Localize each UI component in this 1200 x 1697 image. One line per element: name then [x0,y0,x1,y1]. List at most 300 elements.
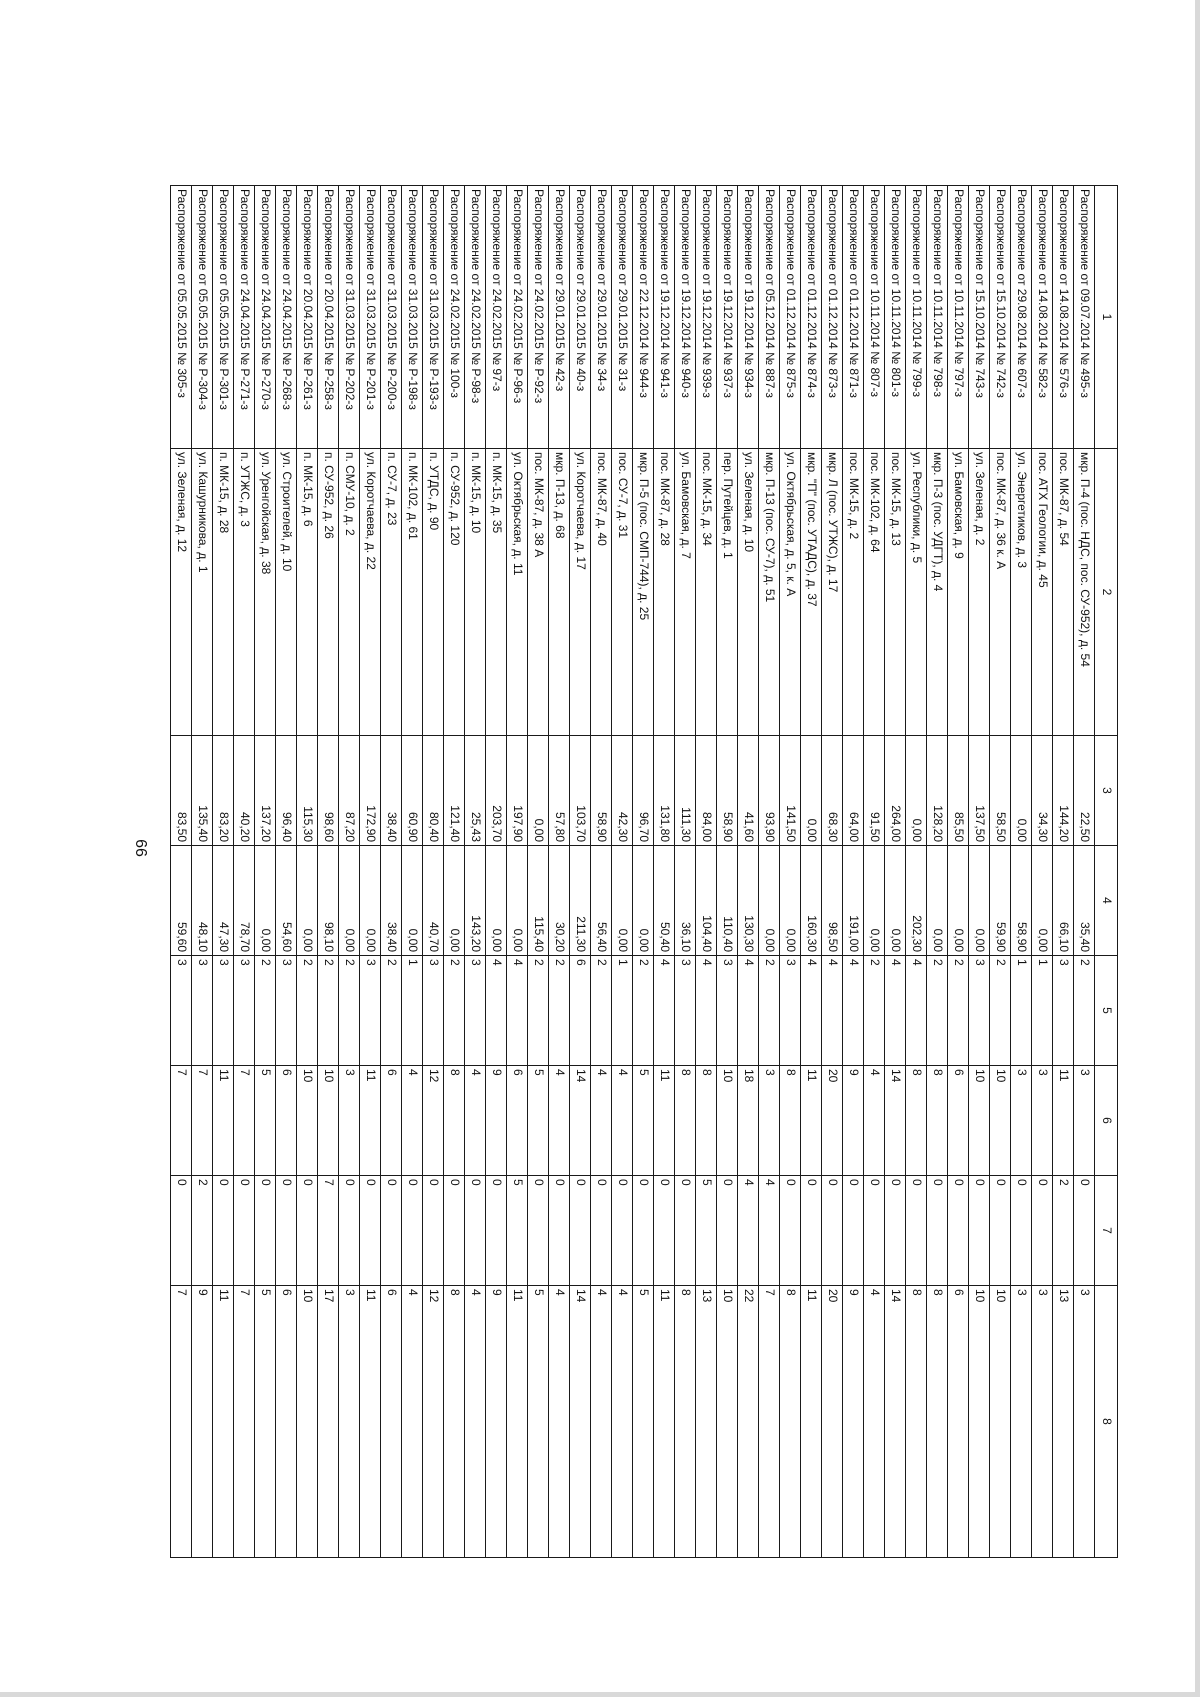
count-cell-5: 2 [528,956,549,1066]
value-cell-4: 59,90 [990,846,1011,956]
count-cell-5: 2 [339,956,360,1066]
order-cell: Распоряжение от 22.12.2014 № 944-з [633,186,654,449]
count-cell-6: 11 [801,1066,822,1176]
count-cell-6: 11 [360,1066,381,1176]
order-cell: Распоряжение от 24.02.2015 № 100-з [444,186,465,449]
table-row [843,186,864,1558]
total-cell-8: 9 [843,1286,864,1558]
value-cell-4: 202,30 [906,846,927,956]
table-row [549,186,570,1558]
count-cell-6: 7 [234,1066,255,1176]
table-row [780,186,801,1558]
table-row [381,186,402,1558]
total-cell-8: 7 [759,1286,780,1558]
total-cell-8: 13 [1053,1286,1074,1558]
table-row [339,186,360,1558]
value-cell-4: 30,20 [549,846,570,956]
count-cell-6: 10 [318,1066,339,1176]
count-cell-5: 4 [801,956,822,1066]
order-cell: Распоряжение от 29.01.2015 № 40-з [570,186,591,449]
count-cell-5: 2 [864,956,885,1066]
count-cell-6: 8 [780,1066,801,1176]
count-cell-7: 0 [906,1176,927,1286]
address-cell: ул. Зеленая, д. 2 [969,449,990,736]
count-cell-7: 0 [528,1176,549,1286]
table-row [717,186,738,1558]
address-cell: мкр. Л (пос. УТЖС), д. 17 [822,449,843,736]
address-cell: мкр. П-13, д. 68 [549,449,570,736]
count-cell-5: 3 [171,956,192,1066]
count-cell-7: 0 [213,1176,234,1286]
value-cell-3: 0,00 [801,736,822,846]
address-cell: п. СУ-952, д. 120 [444,449,465,736]
value-cell-4: 191,00 [843,846,864,956]
total-cell-8: 7 [234,1286,255,1558]
address-cell: пос. МК-87, д. 36 к. А [990,449,1011,736]
address-cell: мкр. "П" (пос. УТАДС), д. 37 [801,449,822,736]
value-cell-3: 34,30 [1032,736,1053,846]
count-cell-7: 0 [1074,1176,1095,1286]
value-cell-3: 137,20 [255,736,276,846]
table-row [570,186,591,1558]
address-cell: пос. АТХ Геологии, д. 45 [1032,449,1053,736]
count-cell-5: 3 [276,956,297,1066]
value-cell-3: 83,50 [171,736,192,846]
count-cell-6: 11 [654,1066,675,1176]
count-cell-6: 3 [339,1066,360,1176]
count-cell-6: 4 [591,1066,612,1176]
order-cell: Распоряжение от 29.08.2014 № 607-з [1011,186,1032,449]
count-cell-7: 5 [696,1176,717,1286]
order-cell: Распоряжение от 10.11.2014 № 798-з [927,186,948,449]
count-cell-5: 4 [486,956,507,1066]
count-cell-6: 5 [255,1066,276,1176]
value-cell-4: 98,50 [822,846,843,956]
table-row [297,186,318,1558]
value-cell-4: 0,00 [297,846,318,956]
count-cell-5: 3 [423,956,444,1066]
page-number: 66 [132,839,149,857]
count-cell-5: 4 [885,956,906,1066]
value-cell-4: 0,00 [780,846,801,956]
count-cell-5: 2 [927,956,948,1066]
order-cell: Распоряжение от 24.04.2015 № Р-271-з [234,186,255,449]
count-cell-5: 6 [570,956,591,1066]
total-cell-8: 5 [633,1286,654,1558]
address-cell: мкр. П-13 (пос. СУ-7), д. 51 [759,449,780,736]
count-cell-5: 2 [591,956,612,1066]
count-cell-5: 3 [360,956,381,1066]
value-cell-3: 83,20 [213,736,234,846]
value-cell-4: 0,00 [255,846,276,956]
total-cell-8: 4 [864,1286,885,1558]
column-header-1: 1 [1095,186,1118,449]
value-cell-4: 0,00 [486,846,507,956]
count-cell-5: 4 [906,956,927,1066]
total-cell-8: 6 [381,1286,402,1558]
table-row [969,186,990,1558]
value-cell-4: 0,00 [969,846,990,956]
value-cell-4: 0,00 [927,846,948,956]
count-cell-6: 3 [1011,1066,1032,1176]
address-cell: п. СУ-7, д. 23 [381,449,402,736]
count-cell-5: 2 [255,956,276,1066]
count-cell-7: 0 [465,1176,486,1286]
count-cell-5: 3 [780,956,801,1066]
count-cell-6: 10 [990,1066,1011,1176]
table-row [1053,186,1074,1558]
count-cell-5: 2 [297,956,318,1066]
value-cell-4: 0,00 [1032,846,1053,956]
order-cell: Распоряжение от 31.03.2015 № Р-201-з [360,186,381,449]
order-cell: Распоряжение от 09.07.2014 № 495-з [1074,186,1095,449]
value-cell-4: 0,00 [612,846,633,956]
total-cell-8: 8 [906,1286,927,1558]
address-cell: ул. Республики, д. 5 [906,449,927,736]
address-cell: ул. Кашурникова, д. 1 [192,449,213,736]
address-cell: пос. МК-15, д. 2 [843,449,864,736]
order-cell: Распоряжение от 24.02.2015 № Р-92-з [528,186,549,449]
count-cell-6: 9 [843,1066,864,1176]
value-cell-3: 96,40 [276,736,297,846]
value-cell-4: 0,00 [633,846,654,956]
count-cell-7: 0 [444,1176,465,1286]
table-row [423,186,444,1558]
address-cell: пос. МК-87, д. 54 [1053,449,1074,736]
value-cell-4: 115,40 [528,846,549,956]
count-cell-7: 0 [654,1176,675,1286]
table-row [759,186,780,1558]
value-cell-3: 42,30 [612,736,633,846]
table-row [192,186,213,1558]
count-cell-6: 8 [696,1066,717,1176]
total-cell-8: 20 [822,1286,843,1558]
value-cell-4: 47,30 [213,846,234,956]
table-row [486,186,507,1558]
total-cell-8: 11 [801,1286,822,1558]
value-cell-4: 0,00 [444,846,465,956]
order-cell: Распоряжение от 05.05.2015 № 305-з [171,186,192,449]
table-row [738,186,759,1558]
order-cell: Распоряжение от 10.11.2014 № 807-з [864,186,885,449]
value-cell-4: 104,40 [696,846,717,956]
table-row [1074,186,1095,1558]
address-cell: пос. МК-102, д. 64 [864,449,885,736]
total-cell-8: 11 [507,1286,528,1558]
value-cell-3: 103,70 [570,736,591,846]
count-cell-5: 3 [675,956,696,1066]
count-cell-7: 0 [633,1176,654,1286]
address-cell: п. УТДС, д. 90 [423,449,444,736]
order-cell: Распоряжение от 10.11.2014 № 797-з [948,186,969,449]
value-cell-4: 211,30 [570,846,591,956]
count-cell-5: 3 [1053,956,1074,1066]
count-cell-7: 0 [843,1176,864,1286]
count-cell-5: 2 [318,956,339,1066]
order-cell: Распоряжение от 24.02.2015 № 97-з [486,186,507,449]
count-cell-7: 0 [969,1176,990,1286]
count-cell-7: 7 [318,1176,339,1286]
count-cell-6: 5 [633,1066,654,1176]
value-cell-3: 264,00 [885,736,906,846]
value-cell-3: 141,50 [780,736,801,846]
value-cell-4: 78,70 [234,846,255,956]
value-cell-3: 96,70 [633,736,654,846]
order-cell: Распоряжение от 24.04.2015 № Р-270-з [255,186,276,449]
value-cell-4: 110,40 [717,846,738,956]
count-cell-6: 7 [171,1066,192,1176]
count-cell-6: 10 [717,1066,738,1176]
count-cell-6: 10 [297,1066,318,1176]
count-cell-6: 11 [1053,1066,1074,1176]
value-cell-3: 84,00 [696,736,717,846]
count-cell-6: 6 [948,1066,969,1176]
total-cell-8: 4 [612,1286,633,1558]
order-cell: Распоряжение от 10.11.2014 № 801-з [885,186,906,449]
value-cell-4: 35,40 [1074,846,1095,956]
total-cell-8: 12 [423,1286,444,1558]
count-cell-7: 0 [171,1176,192,1286]
count-cell-6: 10 [969,1066,990,1176]
table-container [174,185,1118,1557]
order-cell: Распоряжение от 24.04.2015 № Р-268-з [276,186,297,449]
order-cell: Распоряжение от 01.12.2014 № 873-з [822,186,843,449]
total-cell-8: 4 [591,1286,612,1558]
count-cell-6: 4 [465,1066,486,1176]
table-row [591,186,612,1558]
table-row [906,186,927,1558]
address-cell: пос. СУ-7, д. 31 [612,449,633,736]
count-cell-7: 0 [402,1176,423,1286]
count-cell-7: 2 [192,1176,213,1286]
value-cell-3: 60,90 [402,736,423,846]
count-cell-5: 2 [990,956,1011,1066]
count-cell-6: 4 [864,1066,885,1176]
count-cell-6: 14 [885,1066,906,1176]
count-cell-7: 0 [780,1176,801,1286]
total-cell-8: 10 [717,1286,738,1558]
header-row [1095,186,1118,1558]
count-cell-6: 4 [402,1066,423,1176]
order-cell: Распоряжение от 31.03.2015 № Р-198-з [402,186,423,449]
value-cell-4: 160,30 [801,846,822,956]
total-cell-8: 8 [927,1286,948,1558]
count-cell-7: 0 [297,1176,318,1286]
total-cell-8: 9 [192,1286,213,1558]
column-header-8: 8 [1095,1286,1118,1558]
count-cell-6: 8 [906,1066,927,1176]
value-cell-3: 41,60 [738,736,759,846]
value-cell-3: 137,50 [969,736,990,846]
value-cell-3: 58,50 [990,736,1011,846]
count-cell-7: 4 [738,1176,759,1286]
value-cell-3: 58,90 [591,736,612,846]
order-cell: Распоряжение от 15.10.2014 № 743-з [969,186,990,449]
order-cell: Распоряжение от 19.12.2014 № 934-з [738,186,759,449]
value-cell-3: 203,70 [486,736,507,846]
count-cell-6: 3 [759,1066,780,1176]
table-row [255,186,276,1558]
order-cell: Распоряжение от 29.01.2015 № 42-з [549,186,570,449]
table-row [528,186,549,1558]
value-cell-4: 130,30 [738,846,759,956]
total-cell-8: 10 [969,1286,990,1558]
address-cell: п. МК-15, д. 28 [213,449,234,736]
value-cell-3: 135,40 [192,736,213,846]
count-cell-6: 8 [444,1066,465,1176]
address-cell: пос. МК-87, д. 38 А [528,449,549,736]
table-row [318,186,339,1558]
count-cell-7: 0 [885,1176,906,1286]
order-cell: Распоряжение от 19.12.2014 № 941-з [654,186,675,449]
value-cell-3: 80,40 [423,736,444,846]
order-cell: Распоряжение от 14.08.2014 № 576-з [1053,186,1074,449]
count-cell-5: 2 [633,956,654,1066]
count-cell-6: 9 [486,1066,507,1176]
address-cell: п. МК-15, д. 10 [465,449,486,736]
table-row [171,186,192,1558]
value-cell-4: 0,00 [948,846,969,956]
value-cell-3: 38,40 [381,736,402,846]
count-cell-5: 3 [213,956,234,1066]
total-cell-8: 14 [885,1286,906,1558]
table-row [1032,186,1053,1558]
value-cell-3: 64,00 [843,736,864,846]
total-cell-8: 7 [171,1286,192,1558]
value-cell-3: 40,20 [234,736,255,846]
count-cell-5: 2 [948,956,969,1066]
total-cell-8: 6 [948,1286,969,1558]
total-cell-8: 8 [780,1286,801,1558]
value-cell-3: 121,40 [444,736,465,846]
column-header-4: 4 [1095,846,1118,956]
order-cell: Распоряжение от 24.02.2015 № Р-96-з [507,186,528,449]
count-cell-5: 4 [843,956,864,1066]
total-cell-8: 3 [1074,1286,1095,1558]
value-cell-4: 56,40 [591,846,612,956]
count-cell-7: 0 [255,1176,276,1286]
total-cell-8: 10 [990,1286,1011,1558]
table-row [465,186,486,1558]
count-cell-7: 0 [591,1176,612,1286]
count-cell-5: 1 [1032,956,1053,1066]
value-cell-4: 0,00 [759,846,780,956]
order-cell: Распоряжение от 24.02.2015 № Р-98-з [465,186,486,449]
count-cell-5: 4 [654,956,675,1066]
count-cell-6: 12 [423,1066,444,1176]
table-row [507,186,528,1558]
value-cell-4: 40,70 [423,846,444,956]
order-cell: Распоряжение от 19.12.2014 № 939-з [696,186,717,449]
address-cell: п. СУ-952, д. 26 [318,449,339,736]
count-cell-5: 4 [507,956,528,1066]
count-cell-5: 1 [612,956,633,1066]
address-cell: п. СМУ-10, д. 2 [339,449,360,736]
address-cell: ул. Бамовская, д. 9 [948,449,969,736]
table-row [948,186,969,1558]
address-cell: мкр. П-5 (пос. СМП-744), д. 25 [633,449,654,736]
total-cell-8: 5 [528,1286,549,1558]
address-cell: ул. Бамовская, д. 7 [675,449,696,736]
total-cell-8: 17 [318,1286,339,1558]
total-cell-8: 11 [213,1286,234,1558]
order-cell: Распоряжение от 05.05.2015 № Р-301-з [213,186,234,449]
count-cell-7: 0 [1011,1176,1032,1286]
address-cell: пер. Путейцев, д. 1 [717,449,738,736]
count-cell-7: 0 [423,1176,444,1286]
value-cell-4: 0,00 [402,846,423,956]
value-cell-3: 0,00 [1011,736,1032,846]
count-cell-5: 3 [465,956,486,1066]
table-row [633,186,654,1558]
count-cell-7: 0 [717,1176,738,1286]
total-cell-8: 3 [1032,1286,1053,1558]
value-cell-3: 172,90 [360,736,381,846]
address-cell: мкр. П-4 (пос. НДС, пос. СУ-952), д. 54 [1074,449,1095,736]
count-cell-6: 8 [675,1066,696,1176]
order-cell: Распоряжение от 15.10.2014 № 742-з [990,186,1011,449]
value-cell-3: 85,50 [948,736,969,846]
count-cell-7: 0 [1032,1176,1053,1286]
order-cell: Распоряжение от 20.04.2015 № Р-261-з [297,186,318,449]
value-cell-4: 54,60 [276,846,297,956]
value-cell-3: 93,90 [759,736,780,846]
total-cell-8: 11 [654,1286,675,1558]
count-cell-6: 20 [822,1066,843,1176]
total-cell-8: 3 [1011,1286,1032,1558]
value-cell-3: 57,80 [549,736,570,846]
table-row [234,186,255,1558]
count-cell-7: 0 [486,1176,507,1286]
count-cell-7: 4 [759,1176,780,1286]
count-cell-5: 1 [402,956,423,1066]
count-cell-7: 0 [276,1176,297,1286]
value-cell-3: 115,30 [297,736,318,846]
count-cell-6: 14 [570,1066,591,1176]
address-cell: пос. МК-15, д. 34 [696,449,717,736]
address-cell: п. МК-15, д. 6 [297,449,318,736]
address-cell: ул. Октябрьская, д. 11 [507,449,528,736]
address-cell: мкр. П-3 (пос. УДГТ), д. 4 [927,449,948,736]
count-cell-7: 0 [990,1176,1011,1286]
count-cell-6: 8 [927,1066,948,1176]
value-cell-4: 0,00 [360,846,381,956]
total-cell-8: 8 [444,1286,465,1558]
total-cell-8: 4 [465,1286,486,1558]
value-cell-4: 0,00 [507,846,528,956]
order-cell: Распоряжение от 01.12.2014 № 875-з [780,186,801,449]
column-header-7: 7 [1095,1176,1118,1286]
count-cell-7: 0 [864,1176,885,1286]
value-cell-4: 48,10 [192,846,213,956]
address-cell: ул. Энергетиков, д. 3 [1011,449,1032,736]
total-cell-8: 4 [402,1286,423,1558]
count-cell-7: 0 [948,1176,969,1286]
total-cell-8: 9 [486,1286,507,1558]
order-cell: Распоряжение от 20.04.2015 № Р-258-з [318,186,339,449]
address-cell: п. МК-102, д. 61 [402,449,423,736]
order-cell: Распоряжение от 29.01.2015 № 31-з [612,186,633,449]
value-cell-4: 59,60 [171,846,192,956]
value-cell-4: 66,10 [1053,846,1074,956]
order-cell: Распоряжение от 14.08.2014 № 582-з [1032,186,1053,449]
table-row [213,186,234,1558]
count-cell-6: 3 [1032,1066,1053,1176]
count-cell-5: 2 [381,956,402,1066]
total-cell-8: 6 [276,1286,297,1558]
column-header-6: 6 [1095,1066,1118,1176]
value-cell-3: 91,50 [864,736,885,846]
